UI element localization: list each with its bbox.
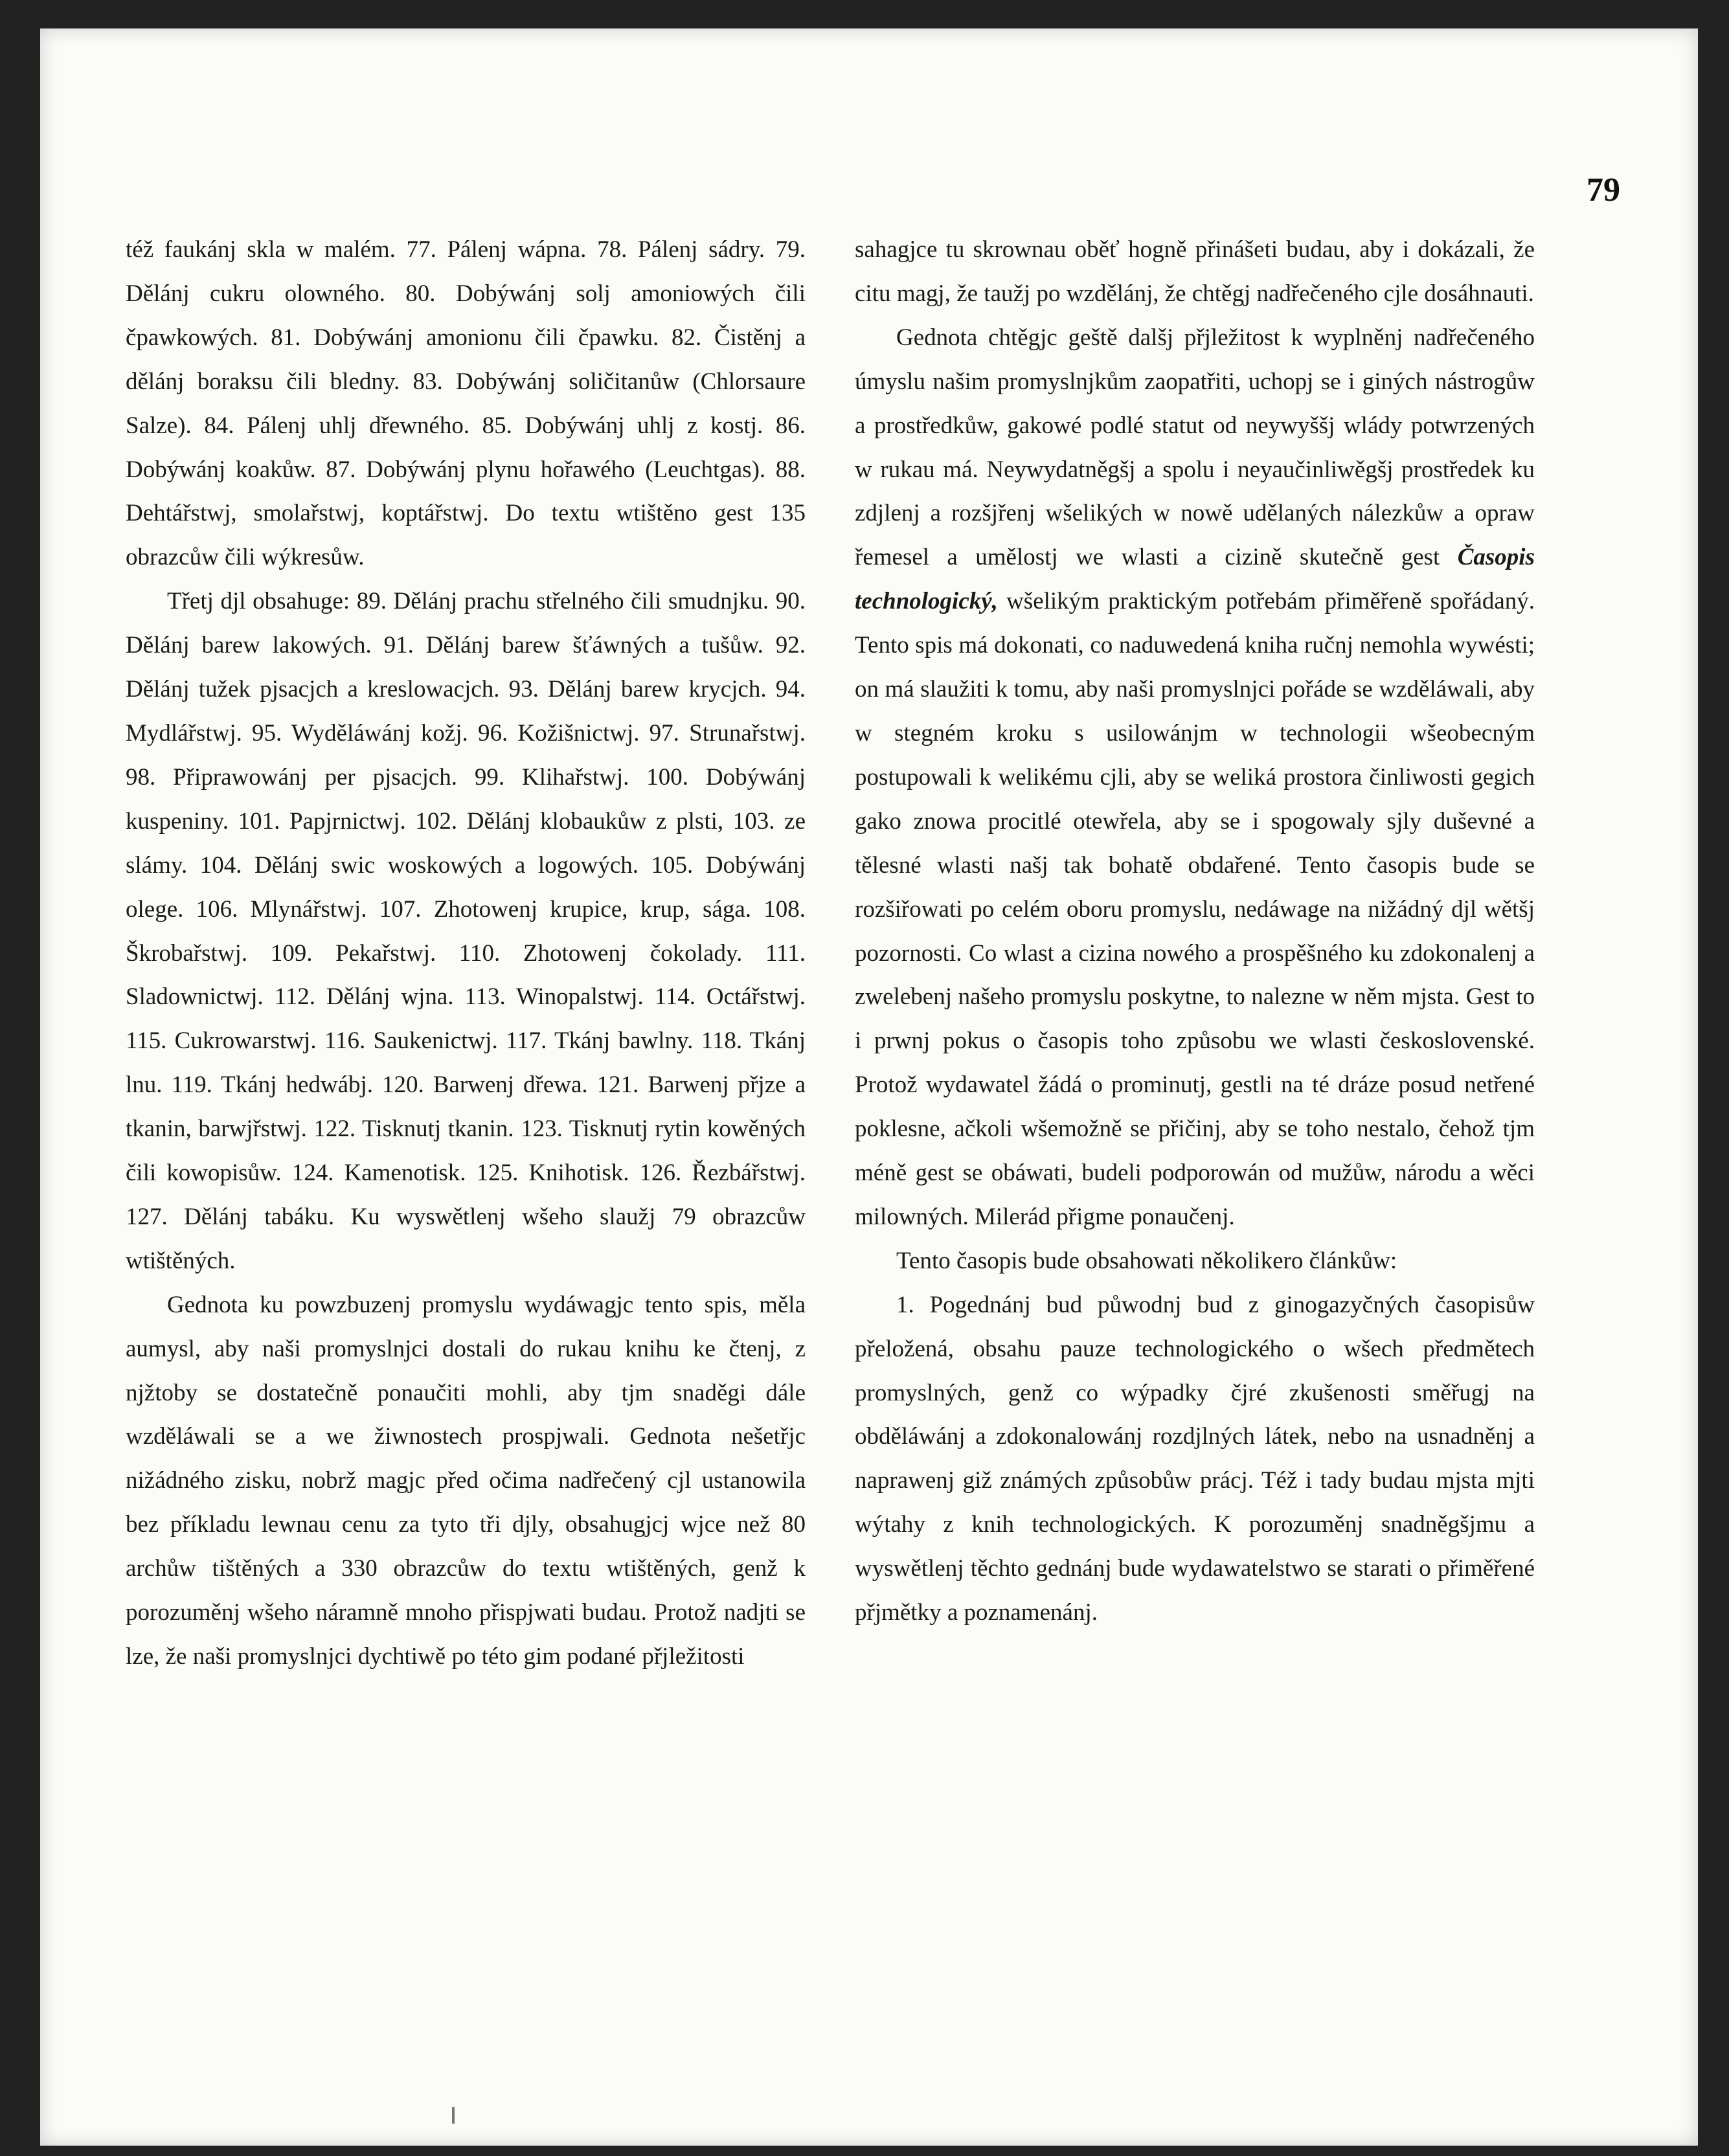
- right-paragraph-2-end: wšelikým praktickým potřebám přiměřeně spořádaný. Tento spis má dokonati, co naduwedená kniha ručnj nemohla wywésti; on má slaužiti k tomu, aby naši promyslnjci pořáde se wzděláwali, aby w stegném kroku s usilowánjm w technologii wšeobecným postupowali k welikému cjli, aby se weliká prostora činliwosti gegich gako znowa procitlé otewřela, aby se i spogowaly sjly duševné a tělesné wlasti našj tak bohatě obdařené. Tento časopis bude se rozšiřowati po celém oboru promyslu, nedáwage na nižádný djl wětšj pozornosti. Co wlast a cizina nowého a prospěšného ku zdokonalenj a zwelebenj našeho promyslu poskytne, to nalezne w něm mjsta. Gest to i prwnj pokus o časopis toho způsobu we wlasti československé. Protož wydawatel žádá o prominutj, gestli na té dráze posud netřené poklesne, ačkoli wšemožně se přičinj, aby se toho nestalo, čehož tjm méně gest se obáwati, budeli podporowán od mužůw, národu a wěci milowných. Milerád přigme ponaučenj.: [855, 588, 1535, 1230]
- right-text-column: [855, 228, 1535, 2080]
- left-text-column: [126, 228, 806, 2080]
- journal-title: Časopis technologický,: [855, 544, 1535, 615]
- ink-speck: [452, 2107, 455, 2124]
- right-paragraph-2-start: Gednota chtěgjc geště dalšj přjležitost k wyplněnj nadřečeného úmyslu našim promyslnjkům zaopatřiti, uchopj se i giných nástrogůw a prostředkůw, gakowé podlé statut od neywyššj wlády potwrzených w rukau má. Neywydatněgšj a spolu i neyaučinliwěgšj prostředek ku zdjlenj a rozšjřenj wšelikých w nowě udělaných nálezkůw a opraw řemesel a umělostj we wlasti a cizině skutečně gest: [855, 324, 1535, 571]
- book-page: [40, 28, 1698, 2146]
- right-paragraph-1: sahagjce tu skrownau oběť hogně přinášeti budau, aby i dokázali, že citu magj, že taužj po wzdělánj, že chtěgj nadřečeného cjle dosáhnauti.: [855, 236, 1535, 307]
- left-paragraph-3: Gednota ku powzbuzenj promyslu wydáwagjc tento spis, měla aumysl, aby naši promyslnjci dostali do rukau knihu ke čtenj, z njžtoby se dostatečně ponaučiti mohli, aby tjm snaděgi dále wzděláwali se a we žiwnostech prospjwali. Gednota nešetřjc nižádného zisku, nobrž magjc před očima nadřečený cjl ustanowila bez příkladu lewnau cenu za tyto tři djly, obsahugjcj wjce než 80 archůw tištěných a 330 obrazcůw do textu wtištěných, genž k porozuměnj wšeho náramně mnoho přispjwati budau. Protož nadjti se lze, že naši promyslnjci dychtiwě po této gim podané přjležitosti: [126, 1291, 806, 1670]
- right-paragraph-3: Tento časopis bude obsahowati několikero článkůw:: [896, 1247, 1397, 1274]
- page-number: 79: [1587, 172, 1620, 208]
- left-paragraph-1: též faukánj skla w malém. 77. Pálenj wápna. 78. Pálenj sádry. 79. Dělánj cukru olowného. 80. Dobýwánj solj amoniowých čili čpawkowých. 81. Dobýwánj amonionu čili čpawku. 82. Čistěnj a dělánj boraksu čili bledny. 83. Dobýwánj soličitanůw (Chlorsaure Salze). 84. Pálenj uhlj dřewného. 85. Dobýwánj uhlj z kostj. 86. Dobýwánj koakůw. 87. Dobýwánj plynu hořawého (Leuchtgas). 88. Dehtářstwj, smolařstwj, koptářstwj. Do textu wtištěno gest 135 obrazcůw čili wýkresůw.: [126, 236, 806, 571]
- right-paragraph-4: 1. Pogednánj bud půwodnj bud z ginogazyčných časopisůw přeložená, obsahu pauze technologického o wšech předmětech promyslných, genž co wýpadky čjré zkušenosti směřugj na obděláwánj a zdokonalowánj rozdjlných látek, nebo na usnadněnj a naprawenj giž známých způsobůw prácj. Též i tady budau mjsta mjti wýtahy z knih technologických. K porozuměnj snadněgšjmu a wyswětlenj těchto gednánj bude wydawatelstwo se starati o přiměřené přjmětky a poznamenánj.: [855, 1291, 1535, 1626]
- right-paragraph-2: [855, 316, 1535, 1239]
- left-paragraph-2: Třetj djl obsahuge: 89. Dělánj prachu střelného čili smudnjku. 90. Dělánj barew lakowých. 91. Dělánj barew šťáwných a tušůw. 92. Dělánj tužek pjsacjch a kreslowacjch. 93. Dělánj barew krycjch. 94. Mydlářstwj. 95. Wyděláwánj kožj. 96. Kožišnictwj. 97. Strunařstwj. 98. Připrawowánj per pjsacjch. 99. Klihařstwj. 100. Dobýwánj kuspeniny. 101. Papjrnictwj. 102. Dělánj klobaukůw z plsti, 103. ze slámy. 104. Dělánj swic woskowých a logowých. 105. Dobýwánj olege. 106. Mlynářstwj. 107. Zhotowenj krupice, krup, sága. 108. Škrobařstwj. 109. Pekařstwj. 110. Zhotowenj čokolady. 111. Sladownictwj. 112. Dělánj wjna. 113. Winopalstwj. 114. Octářstwj. 115. Cukrowarstwj. 116. Saukenictwj. 117. Tkánj bawlny. 118. Tkánj lnu. 119. Tkánj hedwábj. 120. Barwenj dřewa. 121. Barwenj přjze a tkanin, barwjřstwj. 122. Tisknutj tkanin. 123. Tisknutj rytin kowěných čili kowopisůw. 124. Kamenotisk. 125. Knihotisk. 126. Řezbářstwj. 127. Dělánj tabáku. Ku wyswětlenj wšeho slaužj 79 obrazcůw wtištěných.: [126, 588, 806, 1274]
